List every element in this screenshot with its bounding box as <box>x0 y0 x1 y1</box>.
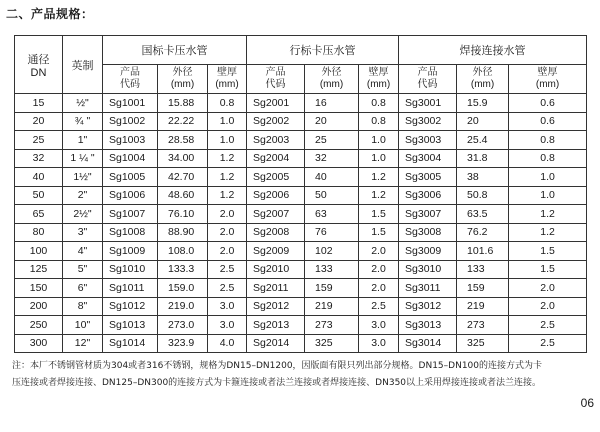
table-row <box>15 205 587 224</box>
table-cell: Sg1011 <box>103 279 158 298</box>
table-cell: 5" <box>63 260 103 279</box>
table-cell: 88.90 <box>158 223 208 242</box>
table-row <box>15 186 587 205</box>
table-row <box>15 334 587 353</box>
table-cell: 0.8 <box>208 94 247 113</box>
table-cell: 1.2 <box>359 168 399 187</box>
table-cell: Sg1001 <box>103 94 158 113</box>
table-cell: 2½" <box>63 205 103 224</box>
table-cell: 4.0 <box>208 334 247 353</box>
table-cell: 12" <box>63 334 103 353</box>
table-row <box>15 260 587 279</box>
table-cell: 1.5 <box>359 223 399 242</box>
table-cell: 20 <box>457 112 509 131</box>
section-heading: 二、产品规格： <box>6 7 94 21</box>
table-cell: Sg3011 <box>399 279 457 298</box>
table-cell: Sg2007 <box>247 205 305 224</box>
table-cell: 65 <box>15 205 63 224</box>
table-cell: 2.0 <box>359 279 399 298</box>
table-cell: 3.0 <box>359 316 399 335</box>
table-cell: 250 <box>15 316 63 335</box>
table-cell: 1.2 <box>208 149 247 168</box>
table-cell: Sg1003 <box>103 131 158 150</box>
table-cell: 50 <box>305 186 359 205</box>
table-cell: 1.0 <box>208 131 247 150</box>
table-cell: 2.0 <box>208 242 247 261</box>
table-cell: Sg1009 <box>103 242 158 261</box>
table-cell: 20 <box>15 112 63 131</box>
table-cell: 108.0 <box>158 242 208 261</box>
table-cell: 20 <box>305 112 359 131</box>
table-cell: 32 <box>15 149 63 168</box>
table-cell: 6" <box>63 279 103 298</box>
table-cell: 15.9 <box>457 94 509 113</box>
table-cell: 2.5 <box>208 260 247 279</box>
table-cell: Sg3002 <box>399 112 457 131</box>
sub-header-2: 壁厚 (mm) <box>208 65 247 94</box>
table-cell: 80 <box>15 223 63 242</box>
table-cell: 76.2 <box>457 223 509 242</box>
table-cell: 1.0 <box>208 112 247 131</box>
table-cell: 300 <box>15 334 63 353</box>
table-cell: Sg2011 <box>247 279 305 298</box>
table-cell: 1" <box>63 131 103 150</box>
table-cell: 0.8 <box>359 94 399 113</box>
table-cell: 40 <box>15 168 63 187</box>
table-cell: 150 <box>15 279 63 298</box>
table-cell: 2.5 <box>509 316 587 335</box>
table-cell: 15.88 <box>158 94 208 113</box>
table-cell: 273 <box>305 316 359 335</box>
table-row <box>15 223 587 242</box>
table-cell: 219.0 <box>158 297 208 316</box>
table-cell: 1 ¼ " <box>63 149 103 168</box>
table-cell: 2.0 <box>509 279 587 298</box>
table-cell: 1.0 <box>359 131 399 150</box>
table-cell: 32 <box>305 149 359 168</box>
table-cell: 34.00 <box>158 149 208 168</box>
table-cell: 0.6 <box>509 112 587 131</box>
table-cell: 4" <box>63 242 103 261</box>
table-cell: 50 <box>15 186 63 205</box>
table-cell: 22.22 <box>158 112 208 131</box>
table-cell: Sg2008 <box>247 223 305 242</box>
table-cell: 125 <box>15 260 63 279</box>
table-cell: 323.9 <box>158 334 208 353</box>
table-row <box>15 112 587 131</box>
table-cell: Sg1006 <box>103 186 158 205</box>
table-cell: 0.8 <box>509 149 587 168</box>
table-cell: 159 <box>457 279 509 298</box>
sub-header-3: 产品 代码 <box>247 65 305 94</box>
table-cell: 25 <box>305 131 359 150</box>
page-number: 06 <box>580 396 594 410</box>
table-cell: 219 <box>457 297 509 316</box>
table-cell: 2.0 <box>509 297 587 316</box>
table-cell: Sg2010 <box>247 260 305 279</box>
table-cell: Sg3009 <box>399 242 457 261</box>
table-cell: 38 <box>457 168 509 187</box>
table-cell: Sg3013 <box>399 316 457 335</box>
table-cell: Sg1002 <box>103 112 158 131</box>
table-cell: Sg2014 <box>247 334 305 353</box>
table-cell: 1.5 <box>509 242 587 261</box>
table-cell: 273.0 <box>158 316 208 335</box>
table-cell: 219 <box>305 297 359 316</box>
table-cell: 1.2 <box>359 186 399 205</box>
sub-header-1: 外径 (mm) <box>158 65 208 94</box>
table-row <box>15 149 587 168</box>
table-cell: 8" <box>63 297 103 316</box>
table-cell: Sg3005 <box>399 168 457 187</box>
group-header-weld: 焊接连接水管 <box>399 36 587 65</box>
table-cell: Sg2002 <box>247 112 305 131</box>
table-cell: 25.4 <box>457 131 509 150</box>
table-cell: Sg2009 <box>247 242 305 261</box>
table-cell: 0.6 <box>509 94 587 113</box>
table-cell: Sg3007 <box>399 205 457 224</box>
table-cell: Sg3014 <box>399 334 457 353</box>
inch-header: 英制 <box>63 36 103 94</box>
table-cell: 3.0 <box>359 334 399 353</box>
table-row <box>15 316 587 335</box>
table-cell: Sg3006 <box>399 186 457 205</box>
table-cell: 1.2 <box>208 186 247 205</box>
table-cell: 1.0 <box>359 149 399 168</box>
table-cell: 48.60 <box>158 186 208 205</box>
table-cell: 2.5 <box>208 279 247 298</box>
table-cell: 2.0 <box>359 260 399 279</box>
table-cell: 1.0 <box>509 168 587 187</box>
table-cell: Sg2005 <box>247 168 305 187</box>
table-cell: Sg3010 <box>399 260 457 279</box>
sub-header-0: 产品 代码 <box>103 65 158 94</box>
table-cell: 133 <box>305 260 359 279</box>
table-cell: 28.58 <box>158 131 208 150</box>
table-cell: Sg1007 <box>103 205 158 224</box>
table-cell: 1.0 <box>509 186 587 205</box>
table-cell: 25 <box>15 131 63 150</box>
table-cell: 40 <box>305 168 359 187</box>
table-cell: Sg1005 <box>103 168 158 187</box>
table-cell: 10" <box>63 316 103 335</box>
table-cell: Sg1004 <box>103 149 158 168</box>
table-row <box>15 279 587 298</box>
table-cell: 1.5 <box>359 205 399 224</box>
table-cell: 3.0 <box>208 316 247 335</box>
table-cell: Sg3004 <box>399 149 457 168</box>
table-row <box>15 297 587 316</box>
table-cell: 1.2 <box>509 223 587 242</box>
table-cell: Sg2012 <box>247 297 305 316</box>
table-cell: 200 <box>15 297 63 316</box>
table-cell: Sg3001 <box>399 94 457 113</box>
sub-header-5: 壁厚 (mm) <box>359 65 399 94</box>
table-cell: 325 <box>305 334 359 353</box>
table-cell: 1.2 <box>208 168 247 187</box>
table-cell: Sg3012 <box>399 297 457 316</box>
sub-header-7: 外径 (mm) <box>457 65 509 94</box>
table-cell: 63 <box>305 205 359 224</box>
table-cell: Sg3003 <box>399 131 457 150</box>
table-row <box>15 94 587 113</box>
table-cell: Sg1010 <box>103 260 158 279</box>
table-cell: 16 <box>305 94 359 113</box>
table-row <box>15 168 587 187</box>
table-cell: 101.6 <box>457 242 509 261</box>
table-cell: 2.0 <box>208 205 247 224</box>
group-header-gb: 国标卡压水管 <box>103 36 247 65</box>
footnote: 注：本厂不锈钢管材质为304或者316不锈钢，规格为DN15–DN1200，因版面有限只列出部分规格。DN15–DN100的连接方式为卡压连接或者焊接连接、DN125–DN300的连接方式为卡箍连接或者法兰连接或者焊接连接、DN350以上采用焊接连接或者法兰连接。 <box>12 361 542 388</box>
table-cell: Sg2006 <box>247 186 305 205</box>
table-cell: Sg2001 <box>247 94 305 113</box>
table-cell: 50.8 <box>457 186 509 205</box>
table-row <box>15 242 587 261</box>
table-cell: Sg1013 <box>103 316 158 335</box>
table-cell: 2" <box>63 186 103 205</box>
table-cell: 0.8 <box>359 112 399 131</box>
table-cell: Sg1014 <box>103 334 158 353</box>
table-cell: 15 <box>15 94 63 113</box>
table-cell: 2.5 <box>509 334 587 353</box>
table-cell: 63.5 <box>457 205 509 224</box>
dn-header: 通径 DN <box>15 36 63 94</box>
table-cell: 0.8 <box>509 131 587 150</box>
table-cell: 76.10 <box>158 205 208 224</box>
table-cell: 159.0 <box>158 279 208 298</box>
table-cell: 1.5 <box>509 260 587 279</box>
table-cell: 2.5 <box>359 297 399 316</box>
table-cell: 325 <box>457 334 509 353</box>
table-row <box>15 131 587 150</box>
sub-header-8: 壁厚 (mm) <box>509 65 587 94</box>
table-cell: Sg2003 <box>247 131 305 150</box>
table-cell: Sg1008 <box>103 223 158 242</box>
table-cell: 1.2 <box>509 205 587 224</box>
table-cell: ¾ " <box>63 112 103 131</box>
table-cell: 159 <box>305 279 359 298</box>
group-header-hb: 行标卡压水管 <box>247 36 399 65</box>
table-cell: 1½" <box>63 168 103 187</box>
table-cell: 2.0 <box>359 242 399 261</box>
spec-table <box>14 35 587 353</box>
table-cell: 133 <box>457 260 509 279</box>
sub-header-6: 产品 代码 <box>399 65 457 94</box>
table-cell: Sg1012 <box>103 297 158 316</box>
table-cell: 133.3 <box>158 260 208 279</box>
table-cell: 273 <box>457 316 509 335</box>
table-cell: 42.70 <box>158 168 208 187</box>
table-cell: Sg2013 <box>247 316 305 335</box>
sub-header-4: 外径 (mm) <box>305 65 359 94</box>
table-cell: 3.0 <box>208 297 247 316</box>
table-cell: 3" <box>63 223 103 242</box>
table-cell: 2.0 <box>208 223 247 242</box>
table-cell: 76 <box>305 223 359 242</box>
table-cell: 31.8 <box>457 149 509 168</box>
table-cell: 100 <box>15 242 63 261</box>
table-cell: ½" <box>63 94 103 113</box>
table-cell: Sg3008 <box>399 223 457 242</box>
table-cell: Sg2004 <box>247 149 305 168</box>
table-cell: 102 <box>305 242 359 261</box>
